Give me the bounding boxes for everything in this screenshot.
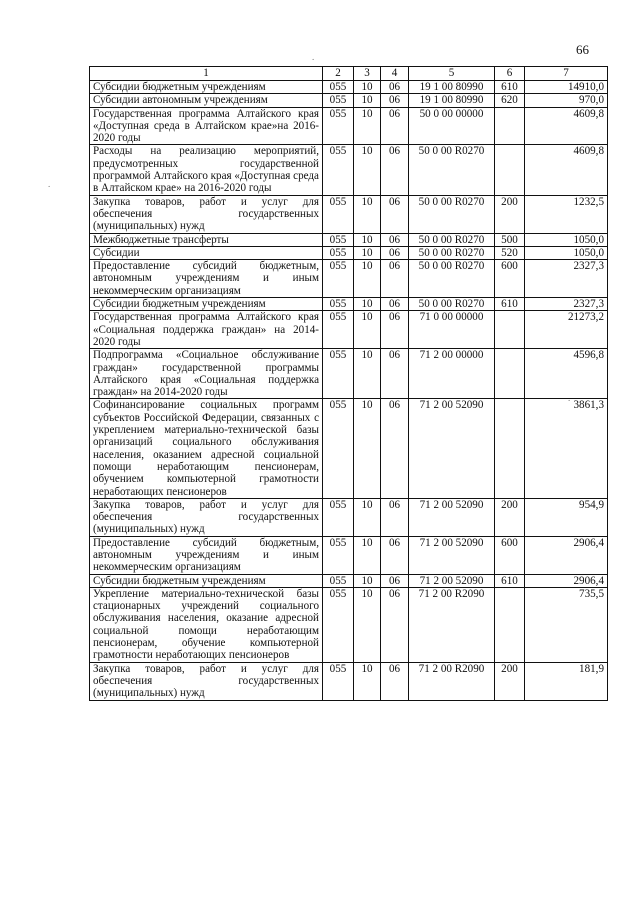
row-name: Софинансирование социальных программ субъектов Российской Федерации, связанных с укреплением материально-технической базы организаций социального обслуживания населения, оказанием адресной социальной помощи неработающим пенсионерам, обучением компьютерной грамотности неработающих пенсионеров <box>90 399 323 498</box>
table-row <box>90 662 608 700</box>
row-code-section: 10 <box>354 587 381 662</box>
row-code-subsection: 06 <box>381 107 409 145</box>
row-amount: 735,5 <box>525 587 608 662</box>
table-row <box>90 195 608 233</box>
table-row <box>90 574 608 587</box>
row-amount: 4596,8 <box>525 349 608 399</box>
row-code-ministry: 055 <box>323 107 354 145</box>
row-amount: 2906,4 <box>525 574 608 587</box>
row-amount: 2906,4 <box>525 536 608 574</box>
table-body <box>90 81 608 701</box>
row-name: Расходы на реализацию мероприятий, предусмотренных государственной программой Алтайского края «Доступная среда в Алтайском крае» на 2016-2020 годы <box>90 145 323 195</box>
table-row <box>90 246 608 259</box>
row-code-ministry: 055 <box>323 311 354 349</box>
row-code-expense-type: 200 <box>495 195 525 233</box>
row-code-section: 10 <box>354 498 381 536</box>
row-amount: 970,0 <box>525 94 608 107</box>
table-row <box>90 349 608 399</box>
row-code-expense-type <box>495 311 525 349</box>
row-code-section: 10 <box>354 662 381 700</box>
row-code-expense-type: 610 <box>495 574 525 587</box>
row-code-target: 71 2 00 52090 <box>409 498 495 536</box>
row-code-target: 50 0 00 R0270 <box>409 246 495 259</box>
row-code-target: 71 2 00 00000 <box>409 349 495 399</box>
column-header-2: 2 <box>323 67 354 81</box>
row-code-expense-type: 600 <box>495 260 525 298</box>
row-amount: 1050,0 <box>525 233 608 246</box>
row-code-ministry: 055 <box>323 662 354 700</box>
row-code-section: 10 <box>354 145 381 195</box>
row-code-section: 10 <box>354 246 381 259</box>
row-name: Субсидии <box>90 246 323 259</box>
table-row <box>90 107 608 145</box>
row-amount: 1232,5 <box>525 195 608 233</box>
row-name: Субсидии бюджетным учреждениям <box>90 298 323 311</box>
row-code-ministry: 055 <box>323 233 354 246</box>
row-code-subsection: 06 <box>381 399 409 498</box>
row-code-expense-type <box>495 587 525 662</box>
column-header-5: 5 <box>409 67 495 81</box>
row-code-expense-type <box>495 349 525 399</box>
column-header-3: 3 <box>354 67 381 81</box>
row-code-target: 19 1 00 80990 <box>409 81 495 94</box>
table-row <box>90 311 608 349</box>
row-code-section: 10 <box>354 399 381 498</box>
row-code-target: 71 2 00 52090 <box>409 574 495 587</box>
row-name: Предоставление субсидий бюджетным, автономным учреждениям и иным некоммерческим организациям <box>90 536 323 574</box>
row-name: Подпрограмма «Социальное обслуживание граждан» государственной программы Алтайского края «Социальная поддержка граждан» на 2014-2020 годы <box>90 349 323 399</box>
row-code-ministry: 055 <box>323 195 354 233</box>
row-code-target: 71 2 00 52090 <box>409 536 495 574</box>
row-amount: 3861,3 <box>525 399 608 498</box>
row-name: Предоставление субсидий бюджетным, автономным учреждениям и иным некоммерческим организациям <box>90 260 323 298</box>
row-amount: 1050,0 <box>525 246 608 259</box>
row-code-target: 50 0 00 R0270 <box>409 260 495 298</box>
row-code-target: 50 0 00 00000 <box>409 107 495 145</box>
row-name: Укрепление материально-технической базы стационарных учреждений социального обслуживания населения, оказание адресной социальной помощи неработающим пенсионерам, обучение компьютерной грамотности неработающих пенсионеров <box>90 587 323 662</box>
row-code-section: 10 <box>354 81 381 94</box>
row-code-expense-type: 200 <box>495 498 525 536</box>
row-name: Субсидии бюджетным учреждениям <box>90 574 323 587</box>
row-name: Государственная программа Алтайского края «Доступная среда в Алтайском крае»на 2016-2020 годы <box>90 107 323 145</box>
row-code-ministry: 055 <box>323 260 354 298</box>
table-row <box>90 298 608 311</box>
row-code-ministry: 055 <box>323 298 354 311</box>
row-amount: 954,9 <box>525 498 608 536</box>
row-name: Закупка товаров, работ и услуг для обеспечения государственных (муниципальных) нужд <box>90 195 323 233</box>
row-code-section: 10 <box>354 107 381 145</box>
row-code-target: 50 0 00 R0270 <box>409 195 495 233</box>
row-code-ministry: 055 <box>323 81 354 94</box>
row-code-subsection: 06 <box>381 233 409 246</box>
table-row <box>90 536 608 574</box>
table-row <box>90 587 608 662</box>
row-code-target: 71 2 00 R2090 <box>409 662 495 700</box>
row-amount: 14910,0 <box>525 81 608 94</box>
row-code-subsection: 06 <box>381 260 409 298</box>
table-row <box>90 145 608 195</box>
table-header-row <box>90 67 608 81</box>
row-name: Межбюджетные трансферты <box>90 233 323 246</box>
row-code-expense-type <box>495 107 525 145</box>
row-name: Закупка товаров, работ и услуг для обеспечения государственных (муниципальных) нужд <box>90 662 323 700</box>
row-code-subsection: 06 <box>381 81 409 94</box>
row-code-subsection: 06 <box>381 311 409 349</box>
row-code-expense-type <box>495 399 525 498</box>
scan-speck-mark: . <box>48 179 51 189</box>
row-code-ministry: 055 <box>323 587 354 662</box>
column-header-6: 6 <box>495 67 525 81</box>
row-code-expense-type: 600 <box>495 536 525 574</box>
table-row <box>90 233 608 246</box>
row-code-section: 10 <box>354 574 381 587</box>
row-name: Субсидии бюджетным учреждениям <box>90 81 323 94</box>
row-amount: 2327,3 <box>525 298 608 311</box>
row-code-target: 71 2 00 R2090 <box>409 587 495 662</box>
table-row <box>90 94 608 107</box>
row-amount: 2327,3 <box>525 260 608 298</box>
row-amount: 21273,2 <box>525 311 608 349</box>
scan-speck-mark: . <box>312 52 315 62</box>
row-code-expense-type <box>495 145 525 195</box>
row-code-section: 10 <box>354 260 381 298</box>
row-name: Закупка товаров, работ и услуг для обеспечения государственных (муниципальных) нужд <box>90 498 323 536</box>
row-code-ministry: 055 <box>323 574 354 587</box>
row-code-section: 10 <box>354 536 381 574</box>
row-code-ministry: 055 <box>323 246 354 259</box>
row-code-target: 50 0 00 R0270 <box>409 233 495 246</box>
table-row <box>90 399 608 498</box>
row-code-target: 50 0 00 R0270 <box>409 145 495 195</box>
row-code-section: 10 <box>354 311 381 349</box>
table-row <box>90 260 608 298</box>
row-amount: 4609,8 <box>525 145 608 195</box>
row-code-subsection: 06 <box>381 349 409 399</box>
row-code-expense-type: 610 <box>495 298 525 311</box>
row-name: Государственная программа Алтайского края «Социальная поддержка граждан» на 2014-2020 годы <box>90 311 323 349</box>
scan-speck-mark: . <box>568 393 571 403</box>
table-row <box>90 498 608 536</box>
row-code-expense-type: 500 <box>495 233 525 246</box>
row-code-subsection: 06 <box>381 498 409 536</box>
column-header-1: 1 <box>90 67 323 81</box>
row-code-expense-type: 200 <box>495 662 525 700</box>
row-code-ministry: 055 <box>323 498 354 536</box>
row-code-target: 50 0 00 R0270 <box>409 298 495 311</box>
row-code-subsection: 06 <box>381 662 409 700</box>
row-code-ministry: 055 <box>323 349 354 399</box>
row-code-ministry: 055 <box>323 399 354 498</box>
row-code-subsection: 06 <box>381 587 409 662</box>
row-code-section: 10 <box>354 195 381 233</box>
budget-table <box>89 66 608 701</box>
row-name: Субсидии автономным учреждениям <box>90 94 323 107</box>
table-row <box>90 81 608 94</box>
row-code-ministry: 055 <box>323 145 354 195</box>
row-code-expense-type: 610 <box>495 81 525 94</box>
page-number: 66 <box>576 42 589 57</box>
row-code-section: 10 <box>354 94 381 107</box>
row-code-expense-type: 520 <box>495 246 525 259</box>
row-code-expense-type: 620 <box>495 94 525 107</box>
column-header-7: 7 <box>525 67 608 81</box>
row-amount: 4609,8 <box>525 107 608 145</box>
row-code-subsection: 06 <box>381 574 409 587</box>
row-code-subsection: 06 <box>381 298 409 311</box>
row-code-subsection: 06 <box>381 195 409 233</box>
row-code-subsection: 06 <box>381 94 409 107</box>
row-code-target: 19 1 00 80990 <box>409 94 495 107</box>
row-code-section: 10 <box>354 233 381 246</box>
row-code-target: 71 2 00 52090 <box>409 399 495 498</box>
row-code-section: 10 <box>354 298 381 311</box>
row-code-target: 71 0 00 00000 <box>409 311 495 349</box>
column-header-4: 4 <box>381 67 409 81</box>
row-code-subsection: 06 <box>381 246 409 259</box>
row-code-subsection: 06 <box>381 536 409 574</box>
row-code-ministry: 055 <box>323 94 354 107</box>
row-code-section: 10 <box>354 349 381 399</box>
row-amount: 181,9 <box>525 662 608 700</box>
row-code-subsection: 06 <box>381 145 409 195</box>
row-code-ministry: 055 <box>323 536 354 574</box>
